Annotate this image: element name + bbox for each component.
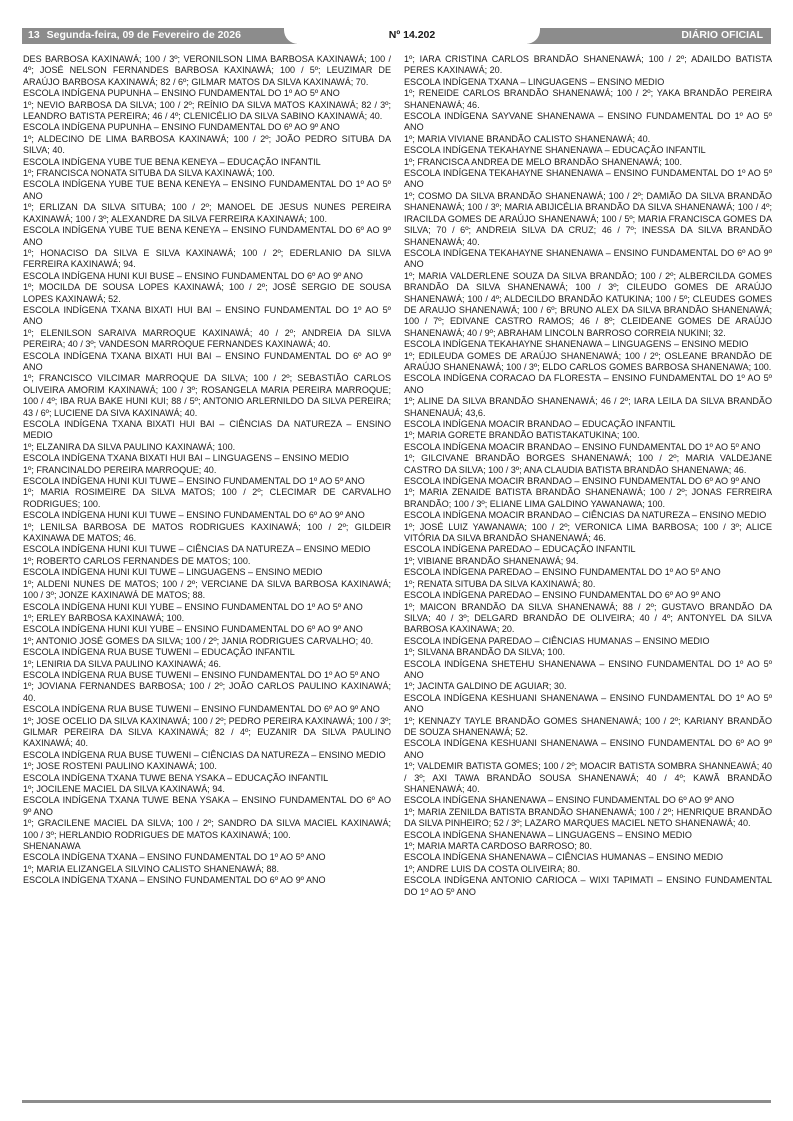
left-column (23, 54, 391, 887)
school-heading: ESCOLA INDÍGENA TXANA BIXATI HUI BAI – ENSINO FUNDAMENTAL DO 6º AO 9º ANO (23, 350, 391, 372)
school-heading: ESCOLA INDÍGENA HUNI KUI YUBE – ENSINO FUNDAMENTAL DO 6º AO 9º ANO (23, 624, 363, 635)
result-entry: 1º; NEVIO BARBOSA DA SILVA; 100 / 2º; REÍNIO DA SILVA MATOS KAXINAWÁ; 82 / 3º; LEANDRO BATISTA PEREIRA; 46 / 4º; CLENICÉLIO DA SILVA SABINO KAXINAWÁ; 40. (23, 99, 391, 122)
result-entry: 1º; IARA CRISTINA CARLOS BRANDÃO SHANENAWÁ; 100 / 2º; ADAILDO BATISTA PERES KAXINAWÁ; 20. (404, 54, 772, 76)
result-entry: 1º; COSMO DA SILVA BRANDÃO SHANENAWÁ; 100 / 2º; DAMIÃO DA SILVA BRANDÃO SHANENAWÁ; 100 / 3º; MARIA ABIJICÉLIA BRANDÃO DA SILVA SHANENAWÁ; 100 / 4º; IRACILDA GOMES DE ARAÚJO SHANENAWÁ; 100 / 5º; MARIA FRANCISCA GOMES DA SILVA; 70 / 6º; ANDREIA SILVA DA CRUZ; 46 / 7º; INESSA DA SILVA BRANDÃO SHANENAWÁ; 40. (404, 190, 772, 247)
result-entry: 1º; JOCILENE MACIEL DA SILVA KAXINAWÁ; 94. (23, 784, 225, 794)
school-heading: ESCOLA INDÍGENA SHANENAWA – LINGUAGENS – ENSINO MEDIO (404, 829, 692, 840)
result-entry: DES BARBOSA KAXINAWÁ; 100 / 3º; VERONILSON LIMA BARBOSA KAXINAWÁ; 100 / 4º; JOSÉ NELSON FERNANDES BARBOSA KAXINAWÁ; 100 / 5º; LEUZIMAR DE ARAÚJO BARBOSA KAXINAWÁ; 82 / 6º; GILMAR MATOS DA SILVA KAXINAWÁ; 70. (23, 54, 391, 87)
result-entry: 1º; MOCILDA DE SOUSA LOPES KAXINAWÁ; 100 / 2º; JOSÉ SERGIO DE SOUSA LOPES KAXINAWÁ; 52. (23, 282, 391, 304)
result-entry: 1º; ANTONIO JOSÉ GOMES DA SILVA; 100 / 2º; JANIA RODRIGUES CARVALHO; 40. (23, 635, 374, 646)
school-heading: ESCOLA INDÍGENA RUA BUSE TUWENI – ENSINO FUNDAMENTAL DO 6º AO 9º ANO (23, 704, 380, 715)
school-heading: ESCOLA INDÍGENA YUBE TUE BENA KENEYA – ENSINO FUNDAMENTAL DO 6º AO 9º ANO (23, 225, 391, 247)
school-heading: ESCOLA INDÍGENA TEKAHAYNE SHANENAWA – EDUCAÇÃO INFANTIL (404, 145, 706, 156)
result-entry: 1º; SILVANA BRANDÃO DA SILVA; 100. (404, 647, 566, 658)
page-number: 13 (28, 29, 40, 41)
result-entry: 1º; LENIRIA DA SILVA PAULINO KAXINAWÁ; 46. (23, 658, 222, 669)
result-entry: 1º; MARIA ROSIMEIRE DA SILVA MATOS; 100 / 2º; CLECIMAR DE CARVALHO RODRIGUES; 100. (23, 487, 391, 509)
result-entry: 1º; RENEIDE CARLOS BRANDÃO SHANENAWÁ; 100 / 2º; YAKA BRANDÃO PEREIRA SHANENAWÁ; 46. (404, 88, 772, 110)
school-heading: ESCOLA INDÍGENA CORACAO DA FLORESTA – ENSINO FUNDAMENTAL DO 1º AO 5º ANO (404, 373, 772, 395)
header-left (28, 29, 241, 41)
result-entry: 1º; HONACISO DA SILVA E SILVA KAXINAWÁ; 100 / 2º; EDERLANIO DA SILVA FERREIRA KAXINAWÁ; 94. (23, 247, 391, 270)
result-entry: 1º; MARIA MARTA CARDOSO BARROSO; 80. (404, 841, 592, 852)
result-entry: 1º; JOSE ROSTENI PAULINO KAXINAWÁ; 100. (23, 761, 217, 772)
school-heading: ESCOLA INDÍGENA PUPUNHA – ENSINO FUNDAMENTAL DO 1º AO 5º ANO (23, 88, 340, 99)
result-entry: 1º; RENATA SITUBA DA SILVA KAXINAWÁ; 80. (404, 578, 596, 589)
result-entry: 1º; GRACILENE MACIEL DA SILVA; 100 / 2º; SANDRO DA SILVA MACIEL KAXINAWÁ; 100 / 3º; HERLANDIO RODRIGUES DE MATOS KAXINAWÁ; 100. (23, 818, 391, 840)
result-entry: 1º; FRANCISCO VILCIMAR MARROQUE DA SILVA; 100 / 2º; SEBASTIÃO CARLOS OLIVEIRA AMORIM KAXINAWÁ; 100 / 3º; ROSANGELA MARIA PEREIRA MARROQUE; 100 / 4º; IBA RUA BAKE HUNI KUI; 88 / 5º; ANTONIO ARLERNILDO DA SILVA PEREIRA; 43 / 6º; LUCIENE DA SIVA KAXINAWÁ; 40. (23, 373, 391, 418)
result-entry: 1º; ERLIZAN DA SILVA SITUBA; 100 / 2º; MANOEL DE JESUS NUNES PEREIRA KAXINAWÁ; 100 / 3º; ALEXANDRE DA SILVA FERREIRA KAXINAWÁ; 100. (23, 202, 391, 224)
school-heading: ESCOLA INDÍGENA TXANA – LINGUAGENS – ENSINO MEDIO (404, 76, 665, 87)
school-heading: ESCOLA INDÍGENA SHANENAWA – CIÊNCIAS HUMANAS – ENSINO MEDIO (404, 852, 724, 863)
school-heading: ESCOLA INDÍGENA HUNI KUI YUBE – ENSINO FUNDAMENTAL DO 1º AO 5º ANO (23, 601, 363, 612)
school-heading: ESCOLA INDÍGENA HUNI KUI TUWE – ENSINO FUNDAMENTAL DO 1º AO 5º ANO (23, 476, 365, 487)
school-heading: SHENANAWA (23, 841, 81, 852)
result-entry: 1º; MARIA VALDERLENE SOUZA DA SILVA BRANDÃO; 100 / 2º; ALBERCILDA GOMES BRANDÃO DA SILVA SHANENAWÁ; 100 / 3º; CILEUDO GOMES DE ARAÚJO SHANENAWÁ; 100 / 4º; ALDECILDO BRANDÃO KATUKINA; 100 / 5º; CLEUDES GOMES DE ARAUJO SHANENAWÁ; 100 / 6º; BRUNO ALEX DA SILVA BRANDÃO SHANENAWÁ; 100 / 7º; EDIVANE CASTRO RAMOS; 46 / 8º; CLEIDEANE GOMES DE ARAÚJO SHANENAWÁ; 40 / 9º; ABRAHAM LINCOLN BARROSO CORREIA NUKINI; 32. (404, 270, 772, 338)
school-heading: ESCOLA INDÍGENA TXANA BIXATI HUI BAI – CIÊNCIAS DA NATUREZA – ENSINO MEDIO (23, 419, 391, 441)
result-entry: 1º; JACINTA GALDINO DE AGUIAR; 30. (404, 681, 567, 692)
result-entry: 1º; VIBIANE BRANDÃO SHANENAWÁ; 94. (404, 555, 579, 566)
edition-date: Segunda-feira, 09 de Fevereiro de 2026 (46, 29, 241, 41)
school-heading: ESCOLA INDÍGENA MOACIR BRANDAO – ENSINO FUNDAMENTAL DO 6º AO 9º ANO (404, 476, 761, 487)
school-heading: ESCOLA INDÍGENA TXANA TUWE BENA YSAKA – EDUCAÇÃO INFANTIL (23, 772, 329, 783)
school-heading: ESCOLA INDÍGENA SHETEHU SHANENAWA – ENSINO FUNDAMENTAL DO 1º AO 5º ANO (404, 658, 772, 680)
school-heading: ESCOLA INDÍGENA PAREDAO – ENSINO FUNDAMENTAL DO 6º AO 9º ANO (404, 590, 721, 601)
school-heading: ESCOLA INDÍGENA KESHUANI SHANENAWA – ENSINO FUNDAMENTAL DO 6º AO 9º ANO (404, 738, 772, 760)
result-entry: 1º; JOVIANA FERNANDES BARBOSA; 100 / 2º; JOÃO CARLOS PAULINO KAXINAWÁ; 40. (23, 681, 391, 703)
result-entry: 1º; MARIA ELIZANGELA SILVINO CALISTO SHANENAWÁ; 88. (23, 863, 280, 874)
school-heading: ESCOLA INDÍGENA PUPUNHA – ENSINO FUNDAMENTAL DO 6º AO 9º ANO (23, 122, 340, 133)
school-heading: ESCOLA INDÍGENA TXANA TUWE BENA YSAKA – ENSINO FUNDAMENTAL DO 6º AO 9º ANO (23, 795, 391, 817)
school-heading: ESCOLA INDÍGENA RUA BUSE TUWENI – EDUCAÇÃO INFANTIL (23, 647, 295, 658)
school-heading: ESCOLA INDÍGENA TXANA – ENSINO FUNDAMENTAL DO 1º AO 5º ANO (23, 852, 326, 863)
result-entry: 1º; MARIA GORETE BRANDÃO BATISTAKATUKINA; 100. (404, 430, 640, 441)
school-heading: ESCOLA INDÍGENA SAYVANE SHANENAWA – ENSINO FUNDAMENTAL DO 1º AO 5º ANO (404, 111, 772, 133)
school-heading: ESCOLA INDÍGENA TXANA BIXATI HUI BAI – LINGUAGENS – ENSINO MEDIO (23, 453, 349, 464)
result-entry: 1º; ROBERTO CARLOS FERNANDES DE MATOS; 100. (23, 555, 251, 566)
school-heading: ESCOLA INDÍGENA HUNI KUI BUSE – ENSINO FUNDAMENTAL DO 6º AO 9º ANO (23, 270, 363, 281)
issue-number: Nº 14.202 (388, 29, 436, 41)
school-heading: ESCOLA INDÍGENA TXANA BIXATI HUI BAI – ENSINO FUNDAMENTAL DO 1º AO 5º ANO (23, 304, 391, 327)
result-entry: 1º; MARIA ZENILDA BATISTA BRANDÃO SHANENAWÁ; 100 / 2º; HENRIQUE BRANDÃO DA SILVA PINHEIRO; 52 / 3º; LAZARO MARQUES MACIEL NETO SHANENAWÁ; 40. (404, 806, 772, 829)
result-entry: 1º; ALDENI NUNES DE MATOS; 100 / 2º; VERCIANE DA SILVA BARBOSA KAXINAWÁ; 100 / 3º; JONZE KAXINAWÁ DE MATOS; 88. (23, 578, 391, 601)
publication-title: DIÁRIO OFICIAL (681, 29, 763, 41)
result-entry: 1º; JOSÉ LUIZ YAWANAWA; 100 / 2º; VERONICA LIMA BARBOSA; 100 / 3º; ALICE VITÓRIA DA SILVA BRANDÃO SHANENAWÁ; 46. (404, 521, 772, 544)
school-heading: ESCOLA INDÍGENA HUNI KUI TUWE – LINGUAGENS – ENSINO MEDIO (23, 567, 323, 578)
school-heading: ESCOLA INDÍGENA YUBE TUE BENA KENEYA – ENSINO FUNDAMENTAL DO 1º AO 5º ANO (23, 179, 391, 201)
school-heading: ESCOLA INDÍGENA YUBE TUE BENA KENEYA – EDUCAÇÃO INFANTIL (23, 156, 321, 167)
school-heading: ESCOLA INDÍGENA SHANENAWA – ENSINO FUNDAMENTAL DO 6º AO 9º ANO (404, 795, 735, 806)
page-header (22, 28, 771, 44)
school-heading: ESCOLA INDÍGENA PAREDAO – EDUCAÇÃO INFANTIL (404, 544, 636, 555)
result-entry: 1º; ALDECINO DE LIMA BARBOSA KAXINAWÁ; 100 / 2º; JOÃO PEDRO SITUBA DA SILVA; 40. (23, 133, 391, 156)
result-entry: 1º; FRANCISCA ANDREA DE MELO BRANDÃO SHANENAWÁ; 100. (404, 156, 682, 167)
result-entry: 1º; VALDEMIR BATISTA GOMES; 100 / 2º; MOACIR BATISTA SOMBRA SHANNEAWÁ; 40 / 3º; AXI TAWA BRANDÃO SOUSA SHANENAWÁ; 40 / 4º; KAWÃ BRANDÃO SHANENAWÁ; 40. (404, 761, 772, 794)
result-entry: 1º; ELENILSON SARAIVA MARROQUE KAXINAWÁ; 40 / 2º; ANDREIA DA SILVA PEREIRA; 40 / 3º; VANDESON MARROQUE FERNANDES KAXINAWÁ; 40. (23, 327, 391, 350)
result-entry: 1º; JOSE OCELIO DA SILVA KAXINAWÁ; 100 / 2º; PEDRO PEREIRA KAXINAWÁ; 100 / 3º; GILMAR PEREIRA DA SILVA KAXINAWÁ; 82 / 4º; EUZANIR DA SILVA PAULINO KAXINAWÁ; 40. (23, 715, 391, 749)
result-entry: 1º; GILCIVANE BRANDÃO BORGES SHANENAWÁ; 100 / 2º; MARIA VALDEJANE CASTRO DA SILVA; 100 / 3º; ANA CLAUDIA BATISTA BRANDÃO SHANENAWA; 46. (404, 453, 772, 475)
school-heading: ESCOLA INDÍGENA MOACIR BRANDAO – CIÊNCIAS DA NATUREZA – ENSINO MEDIO (404, 510, 767, 521)
result-entry: 1º; ALINE DA SILVA BRANDÃO SHANENAWÁ; 46 / 2º; IARA LEILA DA SILVA BRANDÃO SHANENAUÁ; 43,6. (404, 396, 772, 418)
school-heading: ESCOLA INDÍGENA MOACIR BRANDAO – ENSINO FUNDAMENTAL DO 1º AO 5º ANO (404, 441, 761, 452)
school-heading: ESCOLA INDÍGENA TEKAHAYNE SHANENAWA – ENSINO FUNDAMENTAL DO 1º AO 5º ANO (404, 168, 772, 190)
school-heading: ESCOLA INDÍGENA TEKAHAYNE SHANENAWA – LINGUAGENS – ENSINO MEDIO (404, 339, 749, 350)
result-entry: 1º; MARIA ZENAIDE BATISTA BRANDÃO SHANENAWÁ; 100 / 2º; JONAS FERREIRA BRANDÃO; 100 / 3º; ELIANE LIMA GALDINO YAWANAWA; 100. (404, 487, 772, 509)
right-column (404, 54, 772, 898)
result-entry: 1º; ERLEY BARBOSA KAXINAWÁ; 100. (23, 612, 185, 623)
school-heading: ESCOLA INDÍGENA TXANA – ENSINO FUNDAMENTAL DO 6º AO 9º ANO (23, 875, 326, 886)
school-heading: ESCOLA INDÍGENA ANTONIO CARIOCA – WIXI TAPIMATI – ENSINO FUNDAMENTAL DO 1º AO 5º ANO (404, 875, 772, 897)
school-heading: ESCOLA INDÍGENA RUA BUSE TUWENI – CIÊNCIAS DA NATUREZA – ENSINO MEDIO (23, 749, 386, 760)
school-heading: ESCOLA INDÍGENA TEKAHAYNE SHANENAWA – ENSINO FUNDAMENTAL DO 6º AO 9º ANO (404, 247, 772, 270)
result-entry: 1º; KENNAZY TAYLE BRANDÃO GOMES SHANENAWÁ; 100 / 2º; KARIANY BRANDÃO DE SOUZA SHANENAWÁ; 52. (404, 715, 772, 737)
result-entry: 1º; ANDRE LUIS DA COSTA OLIVEIRA; 80. (404, 863, 581, 874)
footer-rule (22, 1100, 771, 1103)
school-heading: ESCOLA INDÍGENA MOACIR BRANDAO – EDUCAÇÃO INFANTIL (404, 419, 676, 429)
result-entry: 1º; FRANCISCA NONATA SITUBA DA SILVA KAXINAWÁ; 100. (23, 168, 275, 179)
result-entry: 1º; LENILSA BARBOSA DE MATOS RODRIGUES KAXINAWÁ; 100 / 2º; GILDEIR KAXINAWA DE MATOS; 46. (23, 521, 391, 544)
school-heading: ESCOLA INDÍGENA HUNI KUI TUWE – ENSINO FUNDAMENTAL DO 6º AO 9º ANO (23, 510, 365, 521)
school-heading: ESCOLA INDÍGENA KESHUANI SHANENAWA – ENSINO FUNDAMENTAL DO 1º AO 5º ANO (404, 692, 772, 715)
result-entry: 1º; MARIA VIVIANE BRANDÃO CALISTO SHANENAWÁ; 40. (404, 133, 651, 144)
result-entry: 1º; MAICON BRANDÃO DA SILVA SHANENAWÁ; 88 / 2º; GUSTAVO BRANDÃO DA SILVA; 40 / 3º; DELGARD BRANDÃO DE OLIVEIRA; 40 / 4º; ANTONYEL DA SILVA BARBOSA KAXINAWA; 20. (404, 601, 772, 635)
result-entry: 1º; EDILEUDA GOMES DE ARAÚJO SHANENAWÁ; 100 / 2º; OSLEANE BRANDÃO DE ARAÚJO SHANENAWÁ; 100 / 3º; ELDO CARLOS GOMES BARBOSA SHANENAWA; 100. (404, 350, 772, 372)
result-entry: 1º; FRANCINALDO PEREIRA MARROQUE; 40. (23, 464, 217, 475)
school-heading: ESCOLA INDÍGENA RUA BUSE TUWENI – ENSINO FUNDAMENTAL DO 1º AO 5º ANO (23, 669, 380, 680)
result-entry: 1º; ELZANIRA DA SILVA PAULINO KAXINAWÁ; 100. (23, 441, 236, 452)
school-heading: ESCOLA INDÍGENA HUNI KUI TUWE – CIÊNCIAS DA NATUREZA – ENSINO MEDIO (23, 544, 371, 555)
school-heading: ESCOLA INDÍGENA PAREDAO – CIÊNCIAS HUMANAS – ENSINO MEDIO (404, 635, 710, 646)
school-heading: ESCOLA INDÍGENA PAREDAO – ENSINO FUNDAMENTAL DO 1º AO 5º ANO (404, 567, 721, 578)
